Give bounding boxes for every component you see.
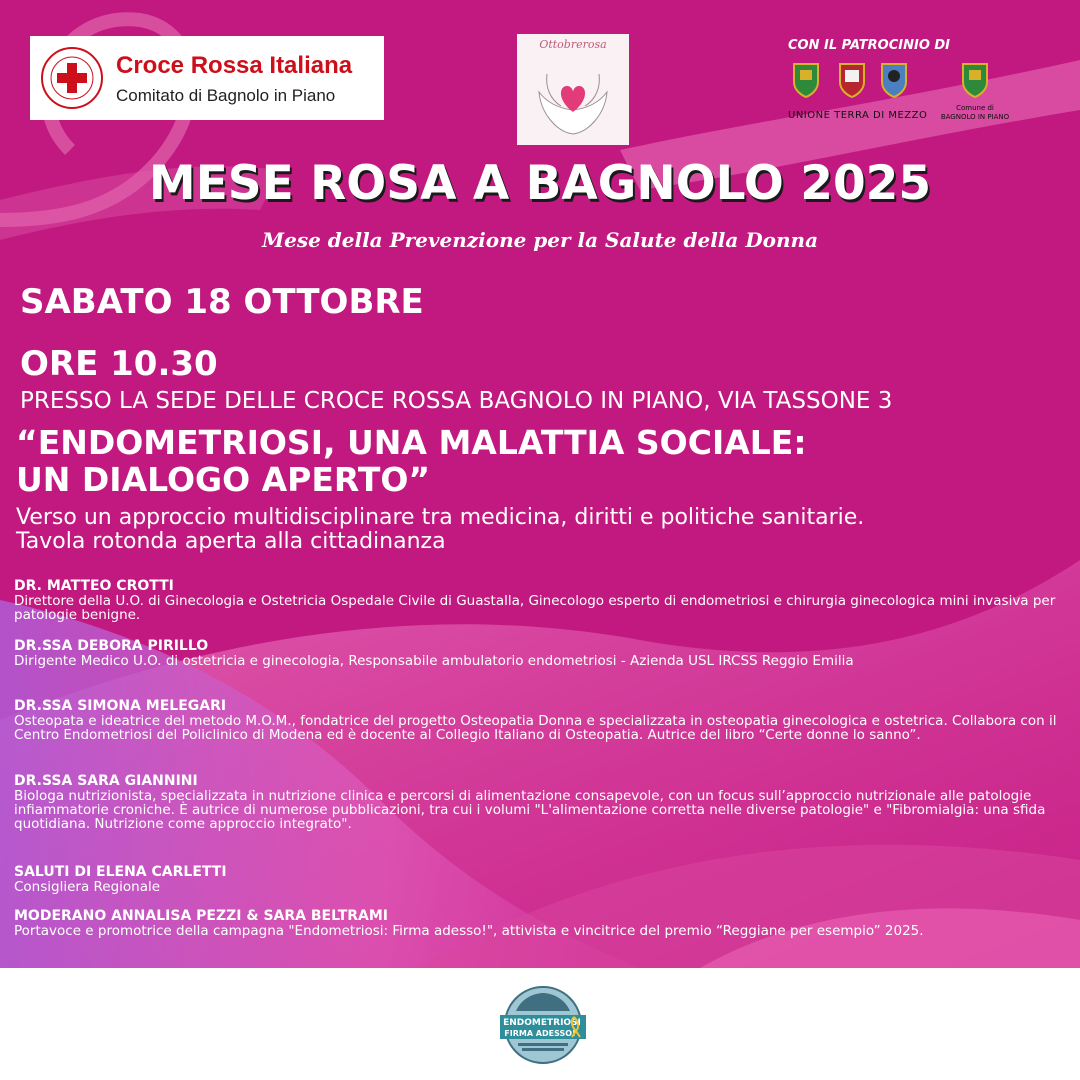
speaker-entry [14, 578, 1064, 622]
badge-line-1: ENDOMETRIOSI [503, 1018, 581, 1028]
patronage-title: CON IL PATROCINIO DI [788, 38, 951, 53]
speaker-entry [14, 698, 1064, 742]
speaker-role: Portavoce e promotrice della campagna "Endometriosi: Firma adesso!", attivista e vincitrice del premio “Reggiane per esempio” 2025. [14, 923, 924, 939]
speaker-entry [14, 908, 1064, 938]
coat-of-arms-icon [837, 60, 867, 98]
coat-of-arms-icon [791, 60, 821, 98]
talk-description-line: Verso un approccio multidisciplinare tra medicina, diritti e politiche sanitarie. [16, 505, 865, 530]
bagnolo-coat-of-arms-icon [960, 60, 990, 98]
croce-rossa-name: Croce Rossa Italiana [116, 52, 353, 79]
croce-rossa-logo [30, 36, 384, 120]
speaker-name: SALUTI DI ELENA CARLETTI [14, 864, 227, 880]
badge-line-2: FIRMA ADESSO! [504, 1029, 576, 1038]
comune-bagnolo-label: Comune di BAGNOLO IN PIANO [940, 104, 1010, 121]
ottobre-rosa-logo [517, 34, 629, 145]
talk-description-line: Tavola rotonda aperta alla cittadinanza [16, 529, 446, 554]
talk-description [16, 506, 864, 554]
speaker-role: Osteopata e ideatrice del metodo M.O.M., fondatrice del progetto Osteopatia Donna e specializzata in osteopatia ginecologica e ostetrica. Collabora con il Centro Endometriosi del Policlinico di Modena ed è docente al Collegio Italiano di Osteopatia. Autrice del libro “Certe donne lo sanno”. [14, 713, 1057, 743]
ottobre-rosa-title: Ottobrerosa [539, 38, 607, 51]
event-venue: PRESSO LA SEDE DELLE CROCE ROSSA BAGNOLO IN PIANO, VIA TASSONE 3 [20, 388, 893, 414]
speaker-name: DR. MATTEO CROTTI [14, 578, 174, 594]
unione-terra-di-mezzo-label: UNIONE TERRA DI MEZZO [788, 110, 928, 121]
talk-title-line: UN DIALOGO APERTO” [16, 460, 431, 499]
speaker-name: DR.SSA SARA GIANNINI [14, 773, 198, 789]
speaker-name: DR.SSA DEBORA PIRILLO [14, 638, 209, 654]
event-time: ORE 10.30 [20, 344, 218, 384]
event-subtitle: Mese della Prevenzione per la Salute della Donna [261, 228, 819, 252]
speaker-entry [14, 638, 1064, 668]
speaker-role: Dirigente Medico U.O. di ostetricia e ginecologia, Responsabile ambulatorio endometriosi - Azienda USL IRCSS Reggio Emilia [14, 653, 854, 669]
speaker-entry [14, 864, 1064, 894]
event-date: SABATO 18 OTTOBRE [20, 282, 424, 322]
hands-heart-icon [517, 34, 629, 145]
speaker-role: Direttore della U.O. di Ginecologia e Ostetricia Ospedale Civile di Guastalla, Ginecologo esperto di endometriosi e chirurgia ginecologica mini invasiva per patologie benigne. [14, 593, 1056, 623]
event-title: MESE ROSA A BAGNOLO 2025 [148, 156, 932, 211]
speaker-entry [14, 773, 1064, 831]
talk-title [16, 424, 807, 498]
endometriosi-firma-adesso-badge [496, 985, 590, 1065]
speaker-name: DR.SSA SIMONA MELEGARI [14, 698, 227, 714]
speaker-name: MODERANO ANNALISA PEZZI & SARA BELTRAMI [14, 908, 388, 924]
coat-of-arms-icon [879, 60, 909, 98]
red-cross-emblem-icon [40, 46, 104, 110]
talk-title-line: “ENDOMETRIOSI, UNA MALATTIA SOCIALE: [16, 423, 807, 462]
speaker-role: Consigliera Regionale [14, 879, 161, 895]
speaker-role: Biologa nutrizionista, specializzata in nutrizione clinica e percorsi di alimentazione consapevole, con un focus sull’approccio nutrizionale alle patologie infiammatorie croniche. È autrice di numerose pubblicazioni, tra cui i volumi "L'alimentazione corretta nelle diverse patologie" e "Fibromialgia: una sfida quotidiana. Nutrizione come approccio integrato". [14, 788, 1046, 832]
croce-rossa-committee: Comitato di Bagnolo in Piano [116, 86, 336, 105]
